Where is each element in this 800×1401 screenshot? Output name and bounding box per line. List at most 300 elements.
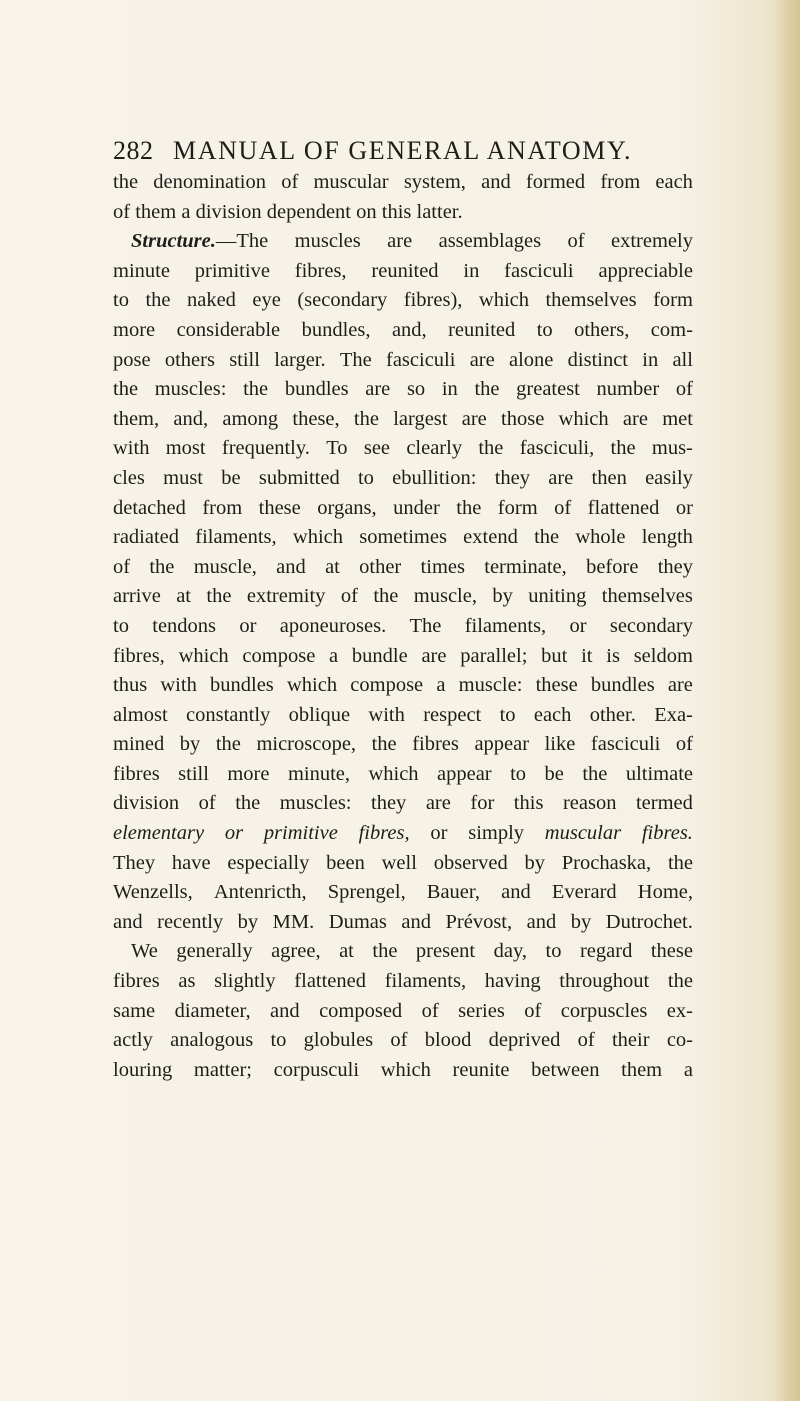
word: (secondary bbox=[297, 289, 388, 312]
text-line bbox=[113, 553, 693, 583]
word: bundle bbox=[351, 644, 408, 667]
text-line bbox=[113, 878, 693, 908]
word: or bbox=[569, 614, 587, 637]
word: times bbox=[420, 555, 465, 578]
word: mus- bbox=[651, 437, 693, 460]
word: themselves bbox=[601, 585, 693, 608]
word: a bbox=[436, 674, 446, 697]
text-line bbox=[113, 701, 693, 731]
word: fasciculi, bbox=[519, 437, 595, 460]
word: appear bbox=[474, 733, 530, 756]
word: all bbox=[672, 348, 693, 371]
word: globules bbox=[303, 1029, 374, 1052]
text-line bbox=[113, 642, 693, 672]
word: the bbox=[235, 792, 261, 815]
word: fibres. bbox=[641, 822, 693, 845]
word: submitted bbox=[258, 466, 340, 489]
word: thus bbox=[113, 674, 148, 697]
word: denomination bbox=[153, 171, 266, 193]
word: appear bbox=[437, 762, 492, 785]
word: frequently. bbox=[221, 437, 310, 460]
word: Wenzells, bbox=[113, 881, 193, 904]
text-line bbox=[113, 286, 693, 316]
word: muscle, bbox=[413, 585, 477, 608]
word: the bbox=[582, 762, 608, 785]
text-line bbox=[113, 316, 693, 346]
word: alone bbox=[508, 348, 554, 371]
word: the bbox=[667, 970, 693, 993]
text-line bbox=[113, 346, 693, 376]
word: muscles: bbox=[279, 792, 352, 815]
word: of bbox=[281, 171, 299, 193]
text-line bbox=[113, 671, 693, 701]
word: cles bbox=[113, 466, 145, 489]
word: or bbox=[239, 614, 257, 637]
word: is bbox=[606, 644, 620, 667]
text-line bbox=[113, 168, 693, 198]
word: the bbox=[667, 851, 693, 874]
text-line bbox=[113, 257, 693, 287]
word: microscope, bbox=[256, 733, 357, 756]
word: and, bbox=[391, 318, 427, 341]
word: others, bbox=[574, 318, 630, 341]
word: bundles, bbox=[301, 318, 371, 341]
word: the bbox=[113, 171, 139, 193]
word: the bbox=[534, 526, 560, 549]
word: having bbox=[484, 970, 541, 993]
word: They bbox=[113, 851, 156, 874]
word: these, bbox=[292, 407, 340, 430]
word: appreciable bbox=[598, 259, 693, 282]
word: division bbox=[113, 792, 180, 815]
word: sometimes bbox=[359, 526, 447, 549]
word: these bbox=[535, 674, 578, 697]
word: fasciculi bbox=[590, 733, 661, 756]
word: are bbox=[365, 378, 391, 401]
word: or bbox=[224, 822, 244, 845]
word: ultimate bbox=[625, 762, 693, 785]
word: at bbox=[176, 585, 191, 608]
text-line bbox=[113, 612, 693, 642]
word: com- bbox=[650, 318, 693, 341]
word: reunited bbox=[448, 318, 516, 341]
word: as bbox=[178, 970, 196, 993]
word: of bbox=[577, 1029, 595, 1052]
word: these bbox=[258, 496, 301, 519]
word: to bbox=[113, 614, 129, 637]
page-header bbox=[0, 136, 800, 172]
word: fibres, bbox=[113, 644, 165, 667]
text-line bbox=[113, 760, 693, 790]
word: the bbox=[215, 733, 241, 756]
word: under bbox=[393, 496, 440, 519]
word: and bbox=[270, 999, 300, 1022]
text-line bbox=[113, 464, 693, 494]
text-line bbox=[113, 375, 693, 405]
word: naked bbox=[186, 289, 236, 312]
word: to bbox=[510, 762, 527, 785]
word: latter. bbox=[416, 200, 463, 223]
word: elementary bbox=[113, 822, 205, 845]
word: bundles bbox=[210, 674, 274, 697]
word: met bbox=[662, 407, 693, 430]
word: ex- bbox=[666, 999, 693, 1022]
text-line bbox=[113, 997, 693, 1027]
word: been bbox=[326, 851, 365, 874]
word: to bbox=[545, 940, 562, 963]
word: them, bbox=[113, 407, 160, 430]
word: they bbox=[494, 466, 530, 489]
word: of bbox=[675, 733, 693, 756]
word: a bbox=[181, 200, 191, 223]
word: regard bbox=[579, 940, 633, 963]
word: ebullition: bbox=[392, 466, 477, 489]
word: fibres, bbox=[358, 822, 410, 845]
text-line bbox=[113, 1026, 693, 1056]
text-line bbox=[113, 434, 693, 464]
word: compose bbox=[242, 644, 316, 667]
word: like bbox=[544, 733, 576, 756]
word: this bbox=[381, 200, 412, 223]
word: still bbox=[229, 348, 260, 371]
word: muscular bbox=[313, 171, 389, 193]
word: primitive bbox=[263, 822, 338, 845]
word: in bbox=[441, 378, 458, 401]
word: reunite bbox=[452, 1058, 510, 1081]
word: the bbox=[206, 585, 232, 608]
word: in bbox=[463, 259, 480, 282]
word: are bbox=[667, 674, 693, 697]
word: Prévost, bbox=[445, 910, 513, 933]
word: terminate, bbox=[484, 555, 567, 578]
word: tendons bbox=[152, 614, 217, 637]
word: Exa- bbox=[654, 703, 693, 726]
word: extremely bbox=[611, 230, 693, 253]
word: muscle, bbox=[193, 555, 257, 578]
word: series bbox=[458, 999, 505, 1022]
word: number bbox=[596, 378, 660, 401]
word: others bbox=[164, 348, 215, 371]
word: day, bbox=[493, 940, 528, 963]
word: of bbox=[390, 1029, 408, 1052]
word: of bbox=[340, 585, 358, 608]
word: corpusculi bbox=[273, 1058, 360, 1081]
word: formed bbox=[525, 171, 586, 193]
text-line bbox=[113, 227, 693, 257]
word: these bbox=[650, 940, 693, 963]
word: parallel; bbox=[460, 644, 528, 667]
word: a bbox=[683, 1058, 693, 1081]
word: of bbox=[524, 999, 542, 1022]
word: between bbox=[531, 1058, 600, 1081]
word: are bbox=[548, 466, 574, 489]
word: flattened bbox=[587, 496, 660, 519]
word: most bbox=[165, 437, 206, 460]
word: other bbox=[359, 555, 402, 578]
word: Dumas bbox=[328, 910, 387, 933]
word: by bbox=[179, 733, 201, 756]
word: them bbox=[135, 200, 177, 223]
word: to bbox=[270, 1029, 287, 1052]
word: compose bbox=[350, 674, 424, 697]
word: the bbox=[372, 940, 398, 963]
word: muscles bbox=[294, 230, 361, 253]
word: whole bbox=[575, 526, 626, 549]
word: analogous bbox=[170, 1029, 254, 1052]
word: by bbox=[570, 910, 592, 933]
word: extremity bbox=[246, 585, 326, 608]
word: blood bbox=[424, 1029, 472, 1052]
word: co- bbox=[666, 1029, 693, 1052]
word: fasciculi bbox=[504, 259, 574, 282]
word: before bbox=[586, 555, 639, 578]
word: The bbox=[339, 348, 372, 371]
word: present bbox=[415, 940, 476, 963]
page-number: 282 bbox=[113, 136, 154, 165]
word: still bbox=[178, 762, 209, 785]
word: Prochaska, bbox=[561, 851, 652, 874]
text-line bbox=[113, 405, 693, 435]
word: Dutrochet. bbox=[605, 910, 693, 933]
word: secondary bbox=[609, 614, 693, 637]
word: from bbox=[202, 496, 243, 519]
word: the bbox=[474, 378, 500, 401]
word: recently bbox=[157, 910, 224, 933]
word: and bbox=[113, 910, 143, 933]
word: of bbox=[198, 792, 216, 815]
word: of bbox=[567, 230, 585, 253]
word: Bauer, bbox=[426, 881, 481, 904]
word: see bbox=[363, 437, 391, 460]
word: Home, bbox=[637, 881, 693, 904]
word: eye bbox=[252, 289, 281, 312]
word: throughout bbox=[559, 970, 650, 993]
word: which bbox=[380, 1058, 431, 1081]
word: be bbox=[544, 762, 564, 785]
word: composed bbox=[319, 999, 403, 1022]
word: largest bbox=[393, 407, 448, 430]
word: louring bbox=[113, 1058, 173, 1081]
word: reason bbox=[562, 792, 617, 815]
word: simply bbox=[468, 822, 525, 845]
word: by bbox=[237, 910, 259, 933]
word: are bbox=[461, 407, 487, 430]
word: are bbox=[421, 644, 447, 667]
word: their bbox=[611, 1029, 650, 1052]
word: matter; bbox=[193, 1058, 252, 1081]
word: those bbox=[501, 407, 545, 430]
word: well bbox=[381, 851, 417, 874]
word: are bbox=[425, 792, 451, 815]
word: seldom bbox=[633, 644, 693, 667]
word: at bbox=[325, 555, 340, 578]
word: considerable bbox=[176, 318, 281, 341]
word: the bbox=[113, 378, 139, 401]
body-text bbox=[113, 168, 693, 1085]
word: of bbox=[675, 378, 693, 401]
running-head: MANUAL OF GENERAL ANATOMY. bbox=[173, 136, 633, 165]
word: which bbox=[286, 674, 338, 697]
word: minute bbox=[113, 259, 170, 282]
word: this bbox=[513, 792, 544, 815]
word: filaments, bbox=[195, 526, 277, 549]
word: filaments, bbox=[384, 970, 467, 993]
text-line bbox=[113, 849, 693, 879]
word: to bbox=[499, 703, 516, 726]
word: the bbox=[373, 585, 399, 608]
word: with bbox=[160, 674, 197, 697]
word: in bbox=[642, 348, 659, 371]
word: assemblages bbox=[438, 230, 542, 253]
word: more bbox=[113, 318, 156, 341]
word: Structure.—The bbox=[131, 230, 269, 253]
word: and bbox=[501, 881, 531, 904]
word: actly bbox=[113, 1029, 153, 1052]
word: minute, bbox=[287, 762, 350, 785]
word: almost bbox=[113, 703, 168, 726]
word: and bbox=[526, 910, 557, 933]
word: them bbox=[621, 1058, 663, 1081]
word: it bbox=[581, 644, 593, 667]
word: form bbox=[653, 289, 693, 312]
word: corpuscles bbox=[560, 999, 648, 1022]
word: themselves bbox=[545, 289, 637, 312]
word: system, bbox=[403, 171, 466, 193]
word: arrive bbox=[113, 585, 161, 608]
word: so bbox=[406, 378, 426, 401]
word: radiated bbox=[113, 526, 180, 549]
word: to bbox=[357, 466, 374, 489]
word: primitive bbox=[194, 259, 270, 282]
word: bundles bbox=[284, 378, 349, 401]
text-line bbox=[113, 1056, 693, 1086]
word: the bbox=[353, 407, 379, 430]
text-line bbox=[113, 819, 693, 849]
word: which bbox=[368, 762, 419, 785]
word: which bbox=[478, 289, 529, 312]
word: of bbox=[554, 496, 572, 519]
word: Antenricth, bbox=[213, 881, 307, 904]
word: muscles: bbox=[154, 378, 227, 401]
word: at bbox=[339, 940, 354, 963]
word: distinct bbox=[567, 348, 628, 371]
word: clearly bbox=[406, 437, 463, 460]
word: especially bbox=[227, 851, 310, 874]
word: and, bbox=[173, 407, 209, 430]
page-edge-shading bbox=[772, 0, 800, 1401]
word: other. bbox=[589, 703, 636, 726]
word: reunited bbox=[371, 259, 439, 282]
word: are bbox=[469, 348, 495, 371]
word: each bbox=[533, 703, 572, 726]
word: muscle: bbox=[458, 674, 523, 697]
word: dependent bbox=[266, 200, 352, 223]
word: they bbox=[657, 555, 693, 578]
word: greatest bbox=[516, 378, 580, 401]
word: termed bbox=[635, 792, 693, 815]
word: organs, bbox=[317, 496, 377, 519]
word: by bbox=[492, 585, 513, 608]
word: to bbox=[113, 289, 129, 312]
word: they bbox=[371, 792, 407, 815]
word: be bbox=[221, 466, 241, 489]
word: fibres), bbox=[403, 289, 463, 312]
word: flattened bbox=[294, 970, 367, 993]
word: filaments, bbox=[464, 614, 547, 637]
word: easily bbox=[645, 466, 693, 489]
word: division bbox=[195, 200, 262, 223]
word: pose bbox=[113, 348, 151, 371]
word: the bbox=[145, 289, 171, 312]
word: but bbox=[541, 644, 568, 667]
word: mined bbox=[113, 733, 165, 756]
word: larger. bbox=[274, 348, 326, 371]
word: fasciculi bbox=[386, 348, 456, 371]
word: deprived bbox=[488, 1029, 561, 1052]
text-line bbox=[113, 967, 693, 997]
text-line bbox=[113, 198, 693, 228]
word: fibres bbox=[412, 733, 459, 756]
word: or bbox=[675, 496, 693, 519]
word: uniting bbox=[528, 585, 587, 608]
word: the bbox=[243, 378, 269, 401]
word: which bbox=[178, 644, 229, 667]
word: the bbox=[149, 555, 175, 578]
word: the bbox=[478, 437, 504, 460]
word: slightly bbox=[214, 970, 276, 993]
word: observed bbox=[433, 851, 508, 874]
word: muscular bbox=[544, 822, 622, 845]
word: fibres bbox=[113, 762, 160, 785]
word: MM. bbox=[272, 910, 315, 933]
word: agree, bbox=[271, 940, 321, 963]
word: same bbox=[113, 999, 156, 1022]
word: each bbox=[655, 171, 693, 193]
word: generally bbox=[176, 940, 253, 963]
word: oblique bbox=[288, 703, 351, 726]
word: To bbox=[326, 437, 348, 460]
word: the bbox=[610, 437, 636, 460]
word: which bbox=[558, 407, 609, 430]
text-line bbox=[113, 523, 693, 553]
word: for bbox=[470, 792, 495, 815]
word: with bbox=[113, 437, 150, 460]
word: among bbox=[222, 407, 279, 430]
word: to bbox=[536, 318, 553, 341]
word: extend bbox=[463, 526, 518, 549]
word: by bbox=[524, 851, 545, 874]
word: and bbox=[401, 910, 431, 933]
word: Everard bbox=[551, 881, 617, 904]
word: form bbox=[497, 496, 538, 519]
text-line bbox=[113, 937, 693, 967]
word: the bbox=[456, 496, 482, 519]
word: or bbox=[430, 822, 448, 845]
word: Sprengel, bbox=[327, 881, 406, 904]
word: bundles bbox=[590, 674, 655, 697]
word: must bbox=[163, 466, 203, 489]
word: of bbox=[113, 555, 131, 578]
text-line bbox=[113, 582, 693, 612]
text-line bbox=[113, 730, 693, 760]
word: respect bbox=[423, 703, 482, 726]
word: with bbox=[368, 703, 405, 726]
word: from bbox=[600, 171, 641, 193]
word: have bbox=[171, 851, 211, 874]
word: length bbox=[641, 526, 693, 549]
word: We bbox=[131, 940, 158, 963]
word: on bbox=[356, 200, 377, 223]
